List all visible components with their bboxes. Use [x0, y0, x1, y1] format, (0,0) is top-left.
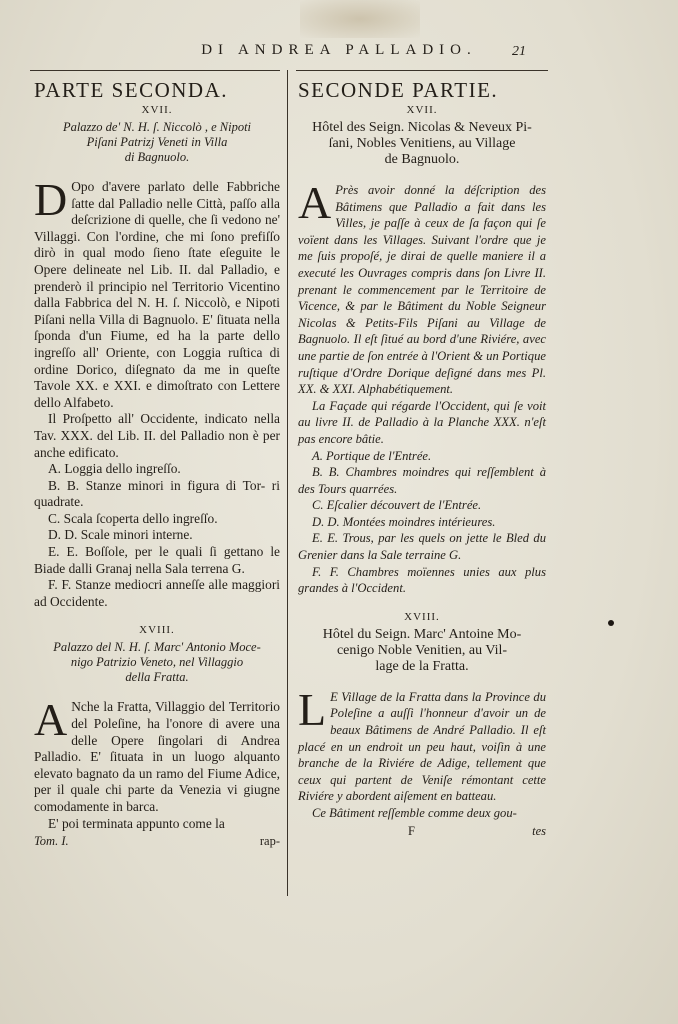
- italian-column: [34, 72, 280, 850]
- list-item: F. F. Chambres moïennes unies aux plus grandes à l'Occident.: [298, 564, 546, 596]
- ink-dot: [608, 620, 614, 626]
- heading-line: Hôtel des Seign. Nicolas & Neveux Pi-: [312, 120, 532, 135]
- heading-line: lage de la Fratta.: [375, 658, 469, 674]
- section-heading: [298, 627, 546, 675]
- heading-line: nigo Patrizio Veneto, nel Villaggio: [70, 655, 244, 670]
- page-footer: [298, 824, 546, 840]
- section-number: XVIII.: [139, 624, 175, 637]
- french-column: [298, 72, 546, 840]
- drop-cap: A: [34, 694, 68, 746]
- drop-cap: L: [298, 683, 327, 735]
- list-item: A. Portique de l'Entrée.: [312, 448, 432, 463]
- drop-cap: D: [34, 174, 68, 225]
- page-footer: [34, 834, 280, 850]
- signature-mark: F: [408, 823, 415, 838]
- list-item: D. D. Scale minori interne.: [48, 527, 193, 543]
- catchword: tes: [532, 823, 546, 838]
- section-body: [298, 177, 546, 398]
- section-body: [298, 683, 546, 805]
- continued-line: Ce Bâtiment reſſemble comme deux gou-: [312, 806, 517, 820]
- list-item: A. Loggia dello ingreſſo.: [48, 461, 181, 477]
- heading-line: Palazzo del N. H. ſ. Marc' Antonio Moce-: [53, 640, 261, 655]
- volume-signature: Tom. I.: [34, 834, 69, 849]
- column-divider: [287, 70, 288, 896]
- header-rule-left: [30, 70, 280, 71]
- section-body: [34, 174, 280, 411]
- list-item: C. Scala ſcoperta dello ingreſſo.: [48, 510, 218, 526]
- list-item: Il Proſpetto all' Occidente, indicato nella Tav. XXX. del Lib. II. del Palladio non è per anche edificato.: [34, 411, 280, 460]
- part-title-italian: PARTE SECONDA.: [34, 78, 228, 102]
- page-number: 21: [512, 44, 526, 59]
- running-head: DI ANDREA PALLADIO.: [201, 42, 477, 58]
- heading-line: Piſani Patrizj Veneti in Villa: [86, 135, 228, 149]
- continued-line: E' poi terminata appunto come la: [48, 815, 225, 831]
- section-body: [34, 694, 280, 815]
- paper-stain: [300, 0, 420, 38]
- heading-line: de Bagnuolo.: [384, 152, 460, 167]
- section-heading: [34, 120, 280, 165]
- section-heading: [34, 640, 280, 685]
- body-text: Nche la Fratta, Villaggio del Territorio del Poleſine, ha l'onore di avere una delle Opere ſingolari di Andrea Palladio. E' ſituata in un luogo alquanto elevato bagnato da un ramo del Fiume Adice, per il quale chi parte da Venezia vi giugne comodamente in barca.: [34, 699, 280, 814]
- drop-cap: A: [298, 177, 332, 228]
- heading-line: ſani, Nobles Venitiens, au Village: [328, 136, 516, 151]
- heading-line: Hôtel du Seign. Marc' Antoine Mo-: [322, 626, 522, 642]
- heading-line: della Fratta.: [125, 670, 189, 685]
- list-item: B. B. Chambres moindres qui reſſemblent à des Tours quarrées.: [298, 465, 546, 496]
- list-item: F. F. Stanze mediocri anneſſe alle maggiori ad Occidente.: [34, 577, 280, 609]
- section-number: XVIII.: [404, 610, 440, 623]
- catchword: rap-: [259, 834, 280, 849]
- heading-line: Palazzo de' N. H. ſ. Niccolò , e Nipoti: [62, 120, 252, 134]
- heading-line: cenigo Noble Venitien, au Vil-: [336, 642, 508, 658]
- heading-line: di Bagnuolo.: [124, 150, 190, 164]
- section-heading: [298, 120, 546, 168]
- list-item: E. E. Boſſole, per le quali ſi gettano le Biade dalli Granaj nella Sala terrena G.: [34, 544, 280, 576]
- list-item: B. B. Stanze minori in figura di Tor- ri quadrate.: [34, 477, 280, 510]
- body-text: Près avoir donné la déſcription des Bâtimens que Palladio a fait dans les Villes, je paſſe à ceux de ſa façon qui ſe voïent dans les Villages. Suivant l'ordre que je me ſuis propoſé, je dirai de quelle maniere il a executé les Ouvrages compris dans ſon Livre II. prenant le commencement par le Territoire de Vicence, & par le Bâtiment du Noble Seigneur Nicolas & Petits-Fils Piſani au Village de Bagnuolo. Il eſt ſitué au bord d'une Riviére, avec une partie de ſon entrée à l'Orient & un Portique ruſtique d'Ordre Dorique deſigné dans mes Pl. XX. & XXI. Alphabétiquement.: [298, 183, 546, 397]
- section-number: XVII.: [406, 104, 438, 116]
- list-item: C. Eſcalier découvert de l'Entrée.: [312, 498, 482, 513]
- body-text: E Village de la Fratta dans la Province du Poleſine a auſſi l'honneur d'avoir un de beaux Bâtimens de André Palladio. Il eſt placé en un endroit un peu haut, voiſin à une branche de la Riviére de Adige, tellement que ceux qui partent de Veniſe rémontant cette Riviére y abordent aiſement en batteau.: [298, 689, 546, 804]
- list-item: D. D. Montées moindres intérieures.: [312, 514, 496, 529]
- header-rule-right: [296, 70, 548, 71]
- part-title-french: SECONDE PARTIE.: [298, 78, 499, 102]
- list-item: La Façade qui régarde l'Occident, qui ſe voit au livre II. de Palladio à la Planche XXX. n'eſt pas encore bâtie.: [298, 398, 546, 446]
- body-text: Opo d'avere parlato delle Fabbriche ſatte dal Palladio nelle Città, paſſo alla deſcrizione di quelle, che ſi vedono ne' Villaggi. Con l'ordine, che mi ſono prefiſſo dirò in qual modo ſieno ſtate eſeguite le Opere delineate nel Lib. II. dal Palladio, e prenderò il principio nel Territorio Vicentino dalla Fabbrica del N. H. ſ. Niccolò, e Nipoti Piſani nella Villa di Bagnuolo. E' ſituata nella ſponda d'un Fiume, ed ha la parte dello ingreſſo all' Oriente, con Loggia ruſtica di ordine Dorico, diſegnato da me in queſte Tavole XX. e XXI. e dimoſtrato con Lettere dello Alfabeto.: [34, 179, 280, 410]
- list-item: E. E. Trous, par les quels on jette le Bled du Grenier dans la Sale terraine G.: [298, 531, 546, 563]
- section-number: XVII.: [141, 104, 173, 116]
